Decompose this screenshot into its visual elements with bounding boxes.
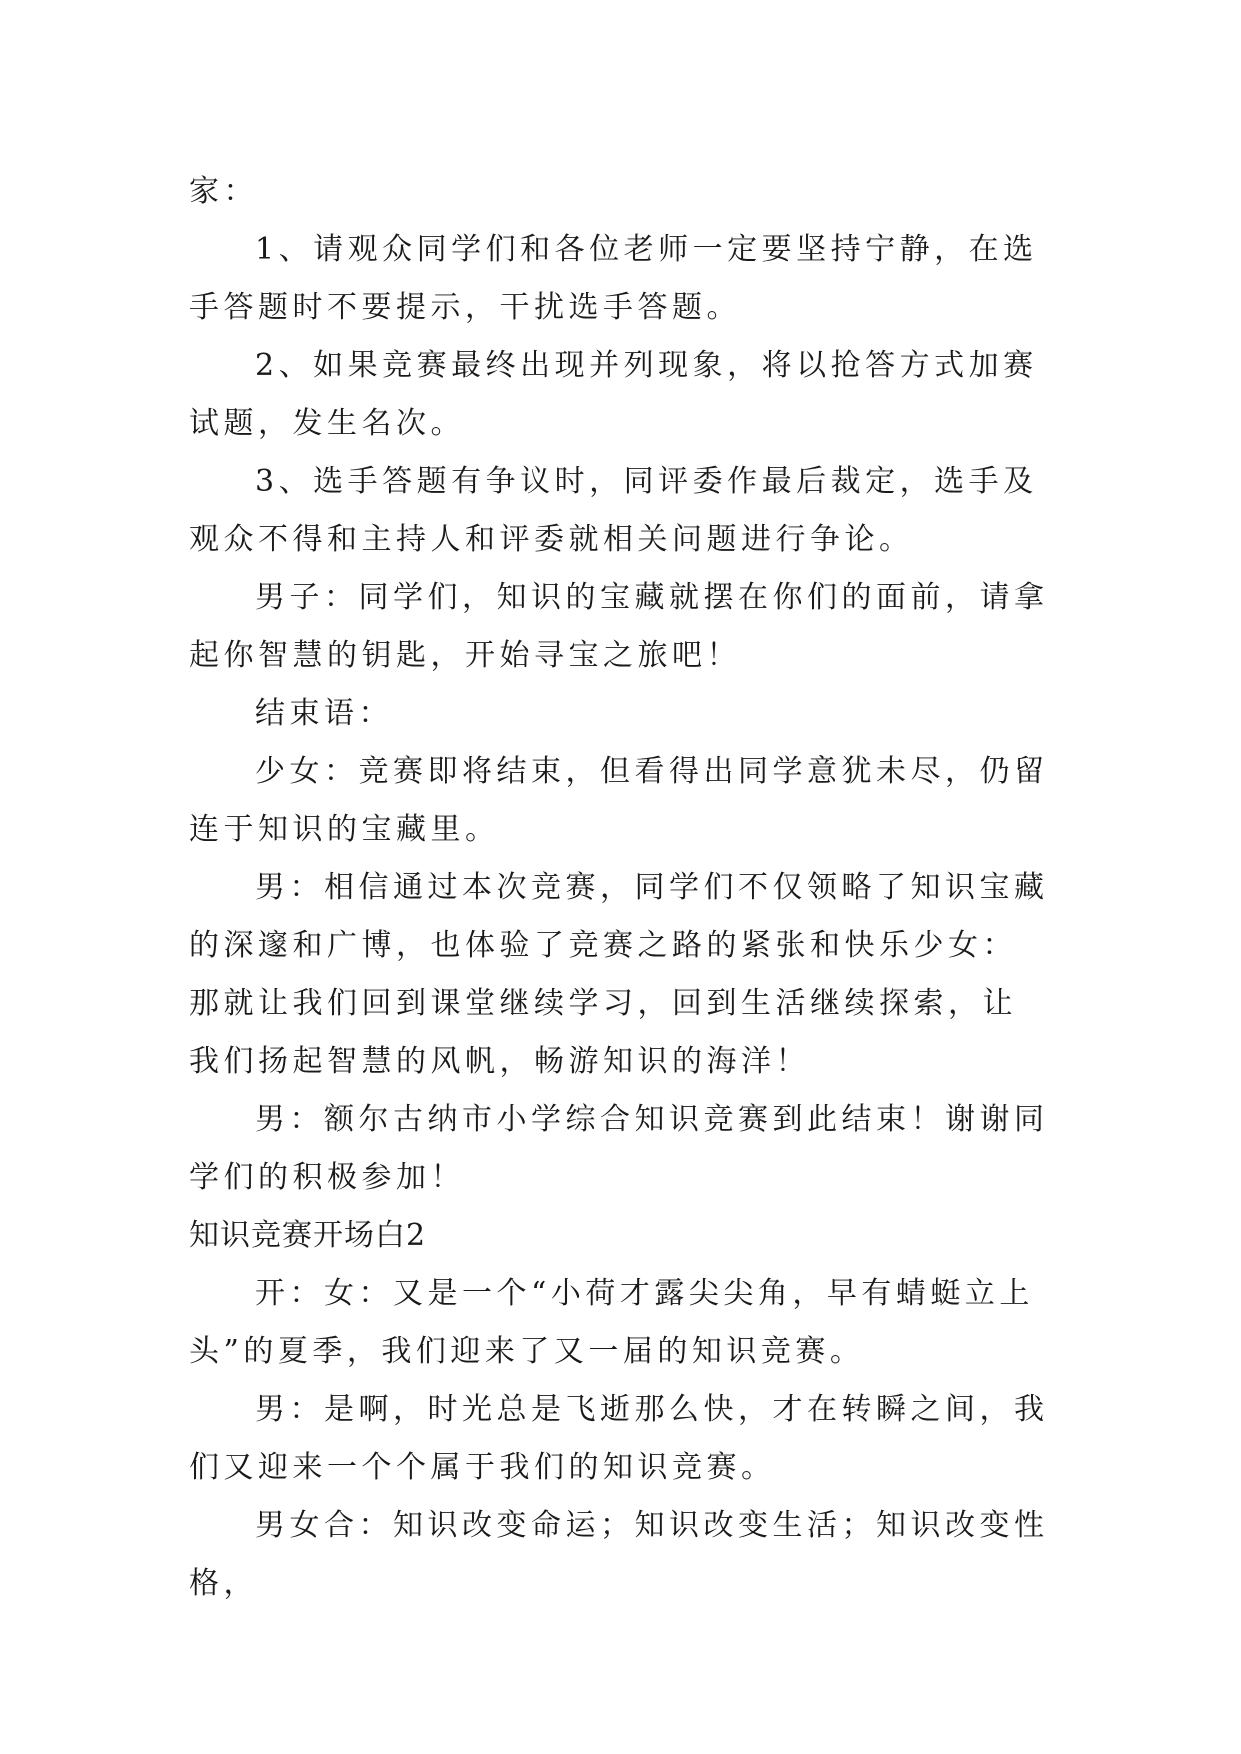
paragraph-continuation: 家： xyxy=(189,174,258,209)
section-heading: 知识竞赛开场白2 xyxy=(189,1218,427,1253)
paragraph-closing-label: 结束语： xyxy=(255,696,393,731)
paragraph-male-host: 男子：同学们，知识的宝藏就摆在你们的面前，请拿起你智慧的钥匙，开始寻宝之旅吧！ xyxy=(189,580,1049,673)
paragraph-male-end: 男：额尔古纳市小学综合知识竞赛到此结束！谢谢同学们的积极参加！ xyxy=(189,1102,1049,1195)
paragraph-girl-closing: 少女：竞赛即将结束，但看得出同学意犹未尽，仍留连于知识的宝藏里。 xyxy=(189,754,1049,847)
paragraph-opening-male: 男：是啊，时光总是飞逝那么快，才在转瞬之间，我们又迎来一个个属于我们的知识竞赛。 xyxy=(189,1392,1049,1485)
paragraph-rule-2: 2、如果竞赛最终出现并列现象，将以抢答方式加赛试题，发生名次。 xyxy=(189,348,1038,441)
document-body xyxy=(189,163,1051,1613)
paragraph-rule-3: 3、选手答题有争议时，同评委作最后裁定，选手及观众不得和主持人和评委就相关问题进行争论。 xyxy=(189,464,1038,557)
paragraph-male-closing: 男：相信通过本次竞赛，同学们不仅领略了知识宝藏的深邃和广博，也体验了竞赛之路的紧张和快乐少女：那就让我们回到课堂继续学习，回到生活继续探索，让我们扬起智慧的风帆，畅游知识的海洋！ xyxy=(189,870,1049,1079)
paragraph-rule-1: 1、请观众同学们和各位老师一定要坚持宁静，在选手答题时不要提示，干扰选手答题。 xyxy=(189,232,1038,325)
paragraph-opening-together: 男女合：知识改变命运；知识改变生活；知识改变性格， xyxy=(189,1508,1049,1601)
paragraph-opening-female: 开：女：又是一个“小荷才露尖尖角，早有蜻蜓立上头”的夏季，我们迎来了又一届的知识竞赛。 xyxy=(189,1276,1034,1369)
